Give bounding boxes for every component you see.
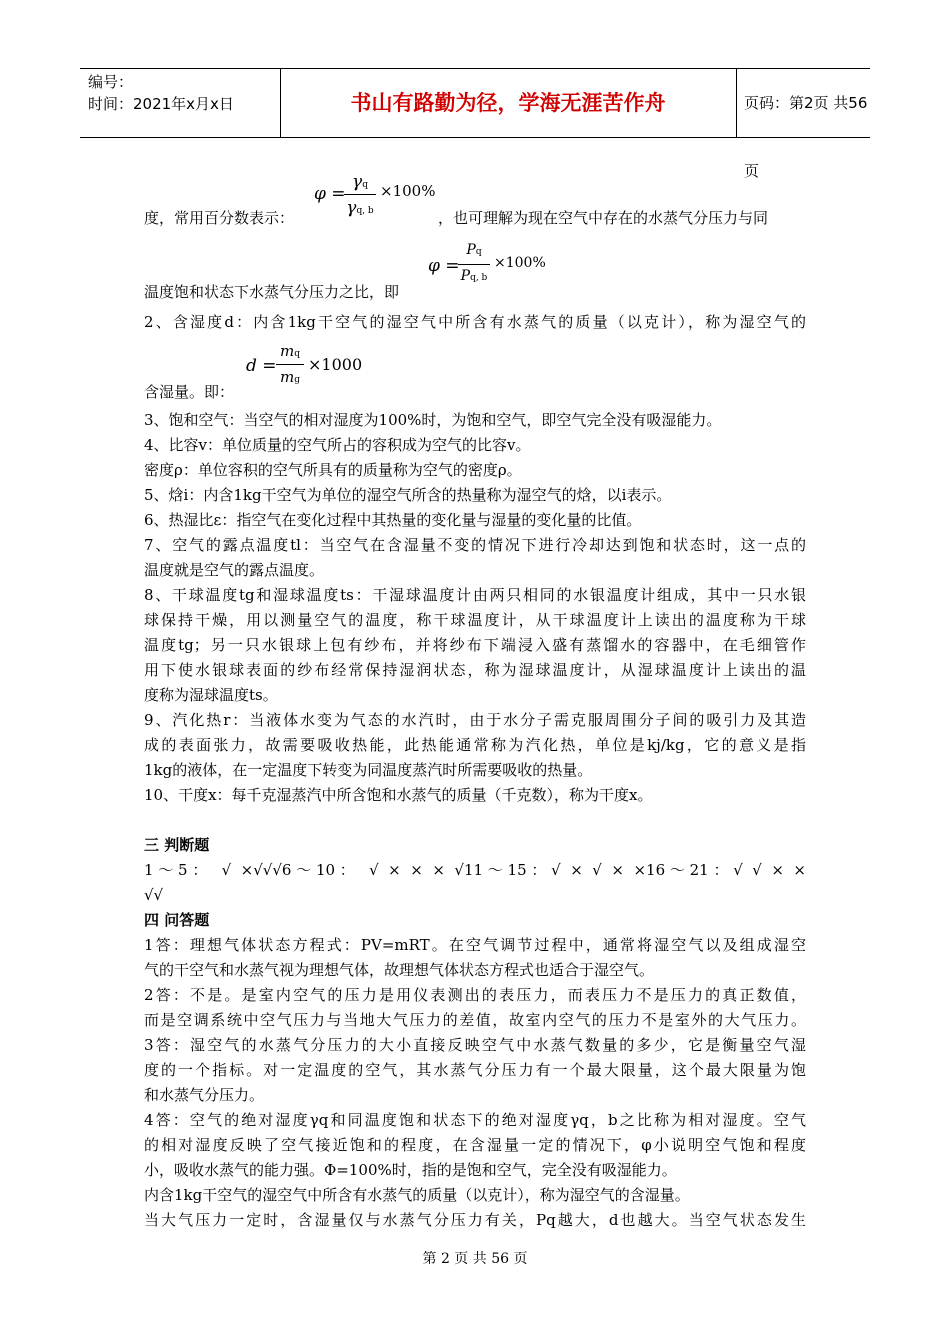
text-line: 4、比容v：单位质量的空气所占的容积成为空气的比容v。 [144, 436, 531, 454]
text-line: 度称为湿球温度ts。 [144, 686, 278, 704]
numerator-sub: q [294, 349, 300, 359]
text-line: 1～5： √ ×√√√6～10： √ × × × √11～15：√ × √ × ×16～21：√ √ × × [144, 861, 806, 879]
text-line: 9、汽化热r：当液体水变为气态的水汽时，由于水分子需克服周围分子间的吸引力及其造 [144, 711, 806, 729]
text-line: 当大气压力一定时，含湿量仅与水蒸气分压力有关，Pq越大，d也越大。当空气状态发生 [144, 1211, 806, 1229]
text-line: 密度ρ：单位容积的空气所具有的质量称为空气的密度ρ。 [144, 461, 522, 479]
page-header [80, 68, 870, 180]
formula-lhs: φ = [428, 256, 460, 276]
denominator-sub: g [294, 375, 300, 385]
text-line: 温度饱和状态下水蒸气分压力之比，即 [144, 283, 400, 301]
text-line: 球保持干燥，用以测量空气的温度，称干球温度计，从干球温度计上读出的温度称为干球 [144, 611, 806, 629]
section-heading: 四 问答题 [144, 911, 210, 929]
page-footer: 第 2 页 共 56 页 [422, 1251, 528, 1267]
text-line: 3、饱和空气：当空气的相对湿度为100%时，为饱和空气，即空气完全没有吸湿能力。 [144, 411, 722, 429]
denominator-sub: q, b [356, 206, 374, 216]
numerator-sub: q [362, 180, 368, 190]
formula-lhs: d = [246, 356, 277, 376]
denominator-sub: q, b [470, 273, 488, 283]
formula-rhs: ×100% [494, 255, 546, 271]
formula-fraction [458, 240, 490, 290]
text-line: 4答：空气的绝对湿度γq和同温度饱和状态下的绝对湿度γq，b之比称为相对湿度。空气 [144, 1111, 806, 1129]
numerator: γ [352, 172, 363, 192]
text-line: ，也可理解为现在空气中存在的水蒸气分压力与同 [438, 209, 769, 227]
formula-relative-humidity [314, 172, 444, 232]
text-line: 1答：理想气体状态方程式：PV=mRT。在空气调节过程中，通常将湿空气以及组成湿空 [144, 936, 806, 954]
text-line: 2答：不是。是室内空气的压力是用仪表测出的表压力，而表压力不是压力的真正数值， [144, 986, 806, 1004]
text-line: 小，吸收水蒸气的能力强。Φ=100%时，指的是饱和空气，完全没有吸湿能力。 [144, 1161, 677, 1179]
numerator-sub: q [475, 247, 482, 257]
number-label: 编号： [88, 73, 134, 91]
motto: 书山有路勤为径，学海无涯苦作舟 [280, 69, 737, 137]
formula-moisture-content [246, 340, 376, 394]
text-line: 10、干度x：每千克湿蒸汽中所含饱和水蒸气的质量（千克数），称为干度x。 [144, 786, 653, 804]
text-line: 成的表面张力，故需要吸收热能，此热能通常称为汽化热，单位是kj/kg，它的意义是指 [144, 736, 806, 754]
section-heading: 三 判断题 [144, 836, 210, 854]
numerator: m [280, 342, 295, 360]
text-line: 8、干球温度tg和湿球温度ts：干湿球温度计由两只相同的水银温度计组成，其中一只水银 [144, 586, 806, 604]
formula-relative-humidity-pressure [428, 240, 558, 290]
denominator: P [460, 268, 471, 284]
text-line: 内含1kg干空气的湿空气中所含有水蒸气的质量（以克计），称为湿空气的含湿量。 [144, 1186, 690, 1204]
denominator: m [280, 368, 295, 386]
text-line: 用下使水银球表面的纱布经常保持湿润状态，称为湿球温度计，从湿球温度计上读出的温 [144, 661, 806, 679]
formula-fraction [344, 172, 376, 228]
formula-fraction [276, 340, 304, 394]
formula-lhs: φ = [314, 184, 346, 204]
text-line: √√ [144, 886, 164, 904]
text-line: 度的一个指标。对一定温度的空气，其水蒸气分压力有一个最大限量，这个最大限量为饱 [144, 1061, 806, 1079]
text-line: 3答：湿空气的水蒸气分压力的大小直接反映空气中水蒸气数量的多少，它是衡量空气湿 [144, 1036, 806, 1054]
page-label: 页码：第2页 共56页 [744, 94, 868, 180]
text-line: 1kg的液体，在一定温度下转变为同温度蒸汽时所需要吸收的热量。 [144, 761, 593, 779]
text-line: 气的干空气和水蒸气视为理想气体，故理想气体状态方程式也适合于湿空气。 [144, 961, 655, 979]
text-line: 温度就是空气的露点温度。 [144, 561, 325, 579]
text-line: 2、含湿度d：内含1kg干空气的湿空气中所含有水蒸气的质量（以克计），称为湿空气的 [144, 313, 806, 331]
denominator: γ [346, 198, 357, 218]
text-line: 而是空调系统中空气压力与当地大气压力的差值，故室内空气的压力不是室外的大气压力。 [144, 1011, 806, 1029]
text-line: 7、空气的露点温度tl：当空气在含湿量不变的情况下进行冷却达到饱和状态时，这一点的 [144, 536, 806, 554]
text-line: 5、焓i：内含1kg干空气为单位的湿空气所含的热量称为湿空气的焓，以i表示。 [144, 486, 672, 504]
text-line: 温度tg；另一只水银球上包有纱布，并将纱布下端浸入盛有蒸馏水的容器中，在毛细管作 [144, 636, 806, 654]
header-left-cell [80, 69, 281, 137]
formula-rhs: ×100% [380, 182, 436, 200]
text-line: 6、热湿比ε：指空气在变化过程中其热量的变化量与湿量的变化量的比值。 [144, 511, 642, 529]
text-line: 度，常用百分数表示： [144, 209, 295, 227]
text-line: 和水蒸气分压力。 [144, 1086, 265, 1104]
formula-rhs: ×1000 [308, 355, 363, 374]
text-line: 的相对湿度反映了空气接近饱和的程度，在含湿量一定的情况下，φ小说明空气饱和程度 [144, 1136, 806, 1154]
date-label: 时间：2021年x月x日 [88, 95, 234, 113]
numerator: P [466, 242, 476, 258]
text-line: 含湿量。即： [144, 383, 235, 401]
